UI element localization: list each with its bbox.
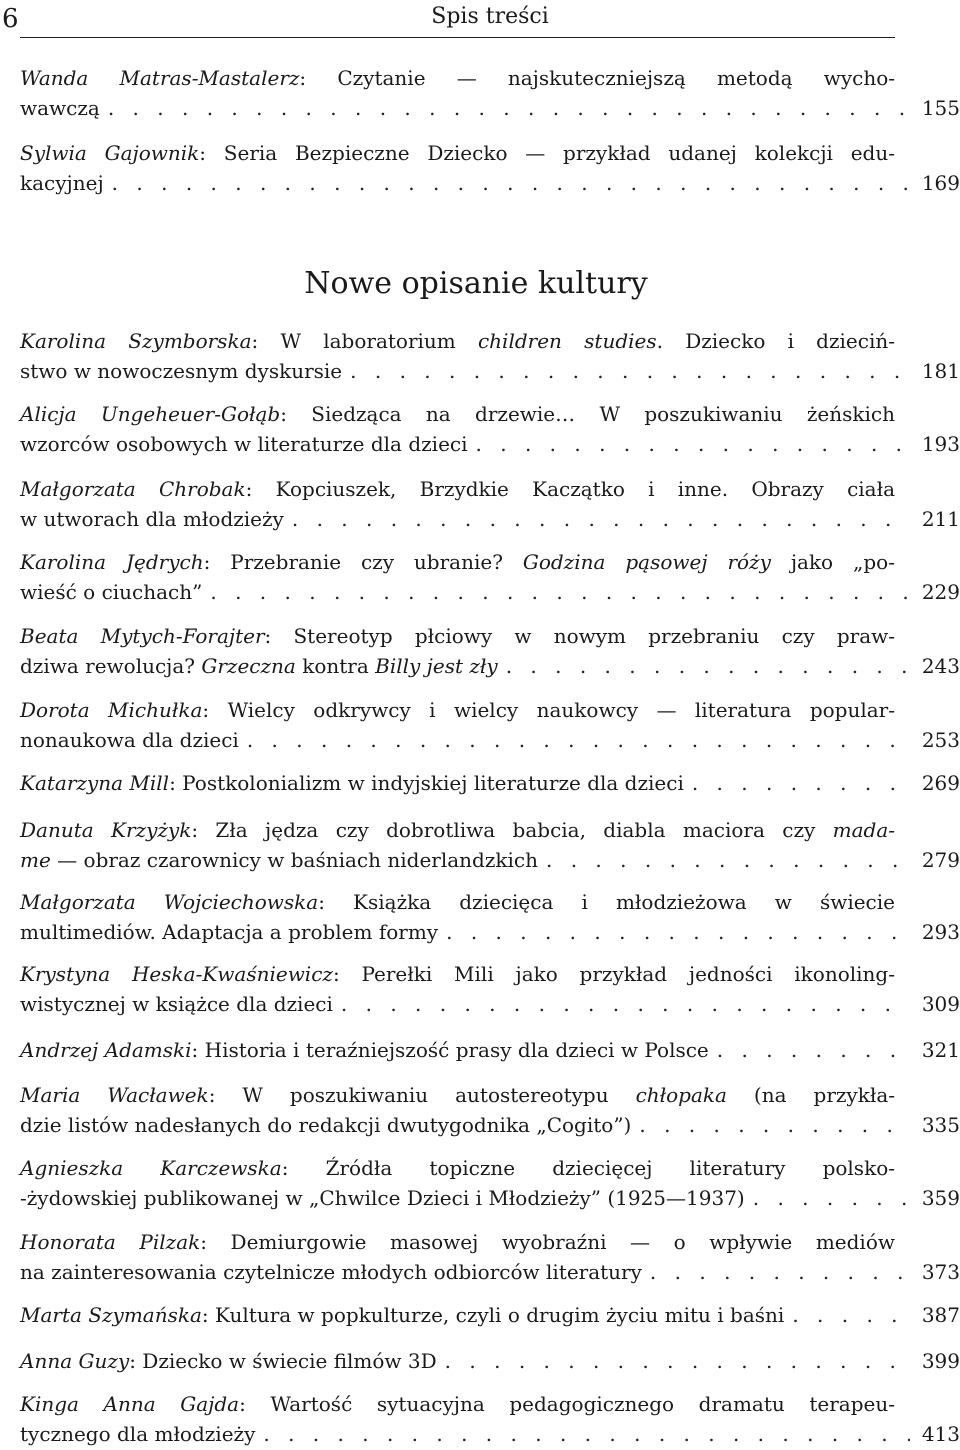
entry-line	[20, 695, 895, 725]
entry-line	[20, 1257, 960, 1287]
entry-title-italic: Grzeczna	[201, 654, 296, 678]
entry-page-number: 181	[921, 359, 960, 383]
toc-entry	[20, 1300, 960, 1330]
entry-line	[20, 356, 960, 386]
entry-line	[20, 621, 895, 651]
entry-line	[20, 725, 960, 755]
toc-entry	[20, 326, 960, 386]
entry-title: wzorców osobowych w literaturze dla dzieci	[20, 432, 468, 456]
dot-leader	[684, 768, 910, 798]
dot-leader	[284, 504, 910, 534]
dot-leader	[498, 651, 910, 681]
entry-line	[20, 429, 960, 459]
entry-author: Alicja Ungeheuer-Gołąb	[20, 402, 281, 426]
dot-leader	[438, 917, 910, 947]
entry-line	[20, 1183, 960, 1213]
entry-line	[20, 93, 960, 123]
entry-author: Małgorzata Wojciechowska	[20, 890, 319, 914]
entry-title: : Stereotyp płciowy w nowym przebraniu czy praw-	[264, 624, 896, 648]
entry-line	[20, 1035, 960, 1065]
entry-title: na zainteresowania czytelnicze młodych odbiorców literatury	[20, 1260, 642, 1284]
entry-line	[20, 474, 895, 504]
toc-entry	[20, 63, 960, 123]
entry-title: : Perełki Mili jako przykład jedności ikonoling-	[332, 962, 895, 986]
dot-leader	[745, 1183, 910, 1213]
entry-page-number: 335	[921, 1113, 960, 1137]
entry-page-number: 321	[921, 1038, 960, 1062]
entry-page-number: 243	[921, 654, 960, 678]
entry-page-number: 229	[921, 580, 960, 604]
entry-author: Marta Szymańska	[20, 1303, 202, 1327]
entry-page-number: 387	[921, 1303, 960, 1327]
entry-title: : Historia i teraźniejszość prasy dla dzieci w Polsce	[191, 1038, 709, 1062]
dot-leader	[202, 577, 910, 607]
dot-leader	[538, 845, 910, 875]
entry-line	[20, 1389, 895, 1419]
toc-entry	[20, 138, 960, 198]
entry-line	[20, 577, 960, 607]
entry-title: nonaukowa dla dzieci	[20, 728, 239, 752]
entry-title: : Książka dziecięca i młodzieżowa w świecie	[318, 890, 895, 914]
entry-title	[20, 1346, 437, 1376]
entry-title: kacyjnej	[20, 171, 104, 195]
entry-title: : Zła jędza czy dobrotliwa babcia, diabla maciora czy	[191, 818, 833, 842]
entry-line	[20, 887, 895, 917]
entry-author: Karolina Jędrych	[20, 550, 204, 574]
entry-title: tycznego dla młodzieży	[20, 1422, 256, 1446]
dot-leader	[100, 93, 910, 123]
entry-title: : Siedząca na drzewie… W poszukiwaniu żeńskich	[280, 402, 895, 426]
entry-author: Sylwia Gajownik	[20, 141, 200, 165]
entry-page-number: 155	[921, 96, 960, 120]
toc-entry	[20, 1153, 960, 1213]
entry-title-italic: me	[20, 848, 51, 872]
entry-title: : Demiurgowie masowej wyobraźni — o wpływie mediów	[200, 1230, 895, 1254]
entry-line	[20, 768, 960, 798]
entry-line	[20, 959, 895, 989]
toc-entry	[20, 474, 960, 534]
entry-line	[20, 1419, 960, 1449]
entry-title	[20, 1300, 784, 1330]
entry-page-number: 413	[921, 1422, 960, 1446]
entry-line	[20, 815, 895, 845]
entry-author: Karolina Szymborska	[20, 329, 252, 353]
dot-leader	[709, 1035, 910, 1065]
entry-title-italic: mada-	[832, 818, 895, 842]
entry-author: Małgorzata Chrobak	[20, 477, 246, 501]
page-number: 6	[2, 4, 19, 34]
dot-leader	[642, 1257, 910, 1287]
entry-page-number: 309	[921, 992, 960, 1016]
entry-title: (na przykła-	[726, 1083, 895, 1107]
entry-title: : Wartość sytuacyjna pedagogicznego dramatu terapeu-	[239, 1392, 895, 1416]
entry-title: dziwa rewolucja?	[20, 654, 202, 678]
entry-title: : Wielcy odkrywcy i wielcy naukowcy — literatura popular-	[202, 698, 895, 722]
page-header	[0, 0, 960, 40]
entry-author: Beata Mytych-Forajter	[20, 624, 265, 648]
entry-page-number: 359	[921, 1186, 960, 1210]
entry-title	[20, 651, 498, 681]
entry-author: Kinga Anna Gajda	[20, 1392, 240, 1416]
entry-title: dzie listów nadesłanych do redakcji dwutygodnika „Cogito”)	[20, 1113, 632, 1137]
entry-page-number: 293	[921, 920, 960, 944]
dot-leader	[437, 1346, 910, 1376]
entry-line	[20, 651, 960, 681]
entry-author: Honorata Pilzak	[20, 1230, 201, 1254]
toc-entry	[20, 1346, 960, 1376]
entry-title: : Kultura w popkulturze, czyli o drugim życiu mitu i baśni	[201, 1303, 785, 1327]
entry-title: w utworach dla młodzieży	[20, 507, 284, 531]
entry-line	[20, 845, 960, 875]
toc-entry	[20, 547, 960, 607]
dot-leader	[239, 725, 910, 755]
toc-entry	[20, 1227, 960, 1287]
entry-author: Krystyna Heska-Kwaśniewicz	[20, 962, 333, 986]
entry-title: : W laboratorium	[251, 329, 478, 353]
entry-page-number: 169	[921, 171, 960, 195]
entry-line	[20, 504, 960, 534]
entry-author: Agnieszka Karczewska	[20, 1156, 282, 1180]
entry-author: Wanda Matras-Mastalerz	[20, 66, 300, 90]
entry-title	[20, 845, 538, 875]
toc-entry	[20, 1035, 960, 1065]
toc-entry	[20, 768, 960, 798]
entry-author: Dorota Michułka	[20, 698, 203, 722]
entry-title: kontra	[295, 654, 376, 678]
entry-title: . Dziecko i dzieciń-	[656, 329, 895, 353]
dot-leader	[784, 1300, 910, 1330]
entry-line	[20, 1153, 895, 1183]
entry-author: Danuta Krzyżyk	[20, 818, 192, 842]
toc-entry	[20, 1080, 960, 1140]
toc-entry	[20, 695, 960, 755]
entry-title: : Czytanie — najskuteczniejszą metodą wycho-	[299, 66, 896, 90]
entry-title: : Kopciuszek, Brzydkie Kaczątko i inne. Obrazy ciała	[245, 477, 896, 501]
entry-title: wieść o ciuchach”	[20, 580, 203, 604]
dot-leader	[104, 168, 910, 198]
dot-leader	[333, 989, 910, 1019]
dot-leader	[631, 1110, 910, 1140]
entry-title	[20, 1035, 709, 1065]
entry-line	[20, 63, 895, 93]
toc-entry	[20, 887, 960, 947]
entry-author: Katarzyna Mill	[20, 771, 170, 795]
entry-line	[20, 1300, 960, 1330]
dot-leader	[468, 429, 910, 459]
entry-line	[20, 138, 895, 168]
toc-entry	[20, 1389, 960, 1449]
toc-entry	[20, 399, 960, 459]
entry-page-number: 193	[921, 432, 960, 456]
entry-title: : Źródła topiczne dziecięcej literatury polsko-	[281, 1156, 895, 1180]
entry-author: Maria Wacławek	[20, 1083, 209, 1107]
entry-title: — obraz czarownicy w baśniach niderlandzkich	[50, 848, 538, 872]
section-heading: Nowe opisanie kultury	[304, 266, 648, 301]
entry-page-number: 279	[921, 848, 960, 872]
entry-author: Anna Guzy	[20, 1349, 130, 1373]
dot-leader	[342, 356, 910, 386]
toc-entry	[20, 959, 960, 1019]
entry-title-italic: chłopaka	[635, 1083, 727, 1107]
entry-line	[20, 1080, 895, 1110]
entry-title-italic: Godzina pąsowej róży	[522, 550, 771, 574]
entry-title: -żydowskiej publikowanej w „Chwilce Dzieci i Młodzieży” (1925—1937)	[20, 1186, 745, 1210]
entry-line	[20, 1227, 895, 1257]
entry-title: : Dziecko w świecie filmów 3D	[129, 1349, 437, 1373]
entry-page-number: 253	[921, 728, 960, 752]
dot-leader	[255, 1419, 910, 1449]
entry-page-number: 211	[921, 507, 960, 531]
entry-author: Andrzej Adamski	[20, 1038, 192, 1062]
entry-line	[20, 989, 960, 1019]
toc-entry	[20, 815, 960, 875]
entry-page-number: 399	[921, 1349, 960, 1373]
entry-title-italic: children studies	[477, 329, 657, 353]
entry-title: jako „po-	[770, 550, 895, 574]
entry-title: : Przebranie czy ubranie?	[203, 550, 523, 574]
entry-title: : Seria Bezpieczne Dziecko — przykład udanej kolekcji edu-	[199, 141, 895, 165]
entry-line	[20, 917, 960, 947]
entry-line	[20, 399, 895, 429]
entry-title: multimediów. Adaptacja a problem formy	[20, 920, 439, 944]
entry-line	[20, 1110, 960, 1140]
entry-title	[20, 768, 684, 798]
entry-title: : W poszukiwaniu autostereotypu	[208, 1083, 636, 1107]
entry-line	[20, 326, 895, 356]
entry-title: : Postkolonializm w indyjskiej literaturze dla dzieci	[169, 771, 684, 795]
entry-title: wawczą	[20, 96, 100, 120]
entry-page-number: 373	[921, 1260, 960, 1284]
entry-line	[20, 1346, 960, 1376]
header-rule	[20, 37, 895, 38]
entry-title: wistycznej w książce dla dzieci	[20, 992, 333, 1016]
entry-page-number: 269	[921, 771, 960, 795]
running-head: Spis treści	[431, 4, 549, 29]
entry-line	[20, 547, 895, 577]
toc-entry	[20, 621, 960, 681]
entry-title-italic: Billy jest zły	[375, 654, 498, 678]
entry-title: stwo w nowoczesnym dyskursie	[20, 359, 343, 383]
entry-line	[20, 168, 960, 198]
